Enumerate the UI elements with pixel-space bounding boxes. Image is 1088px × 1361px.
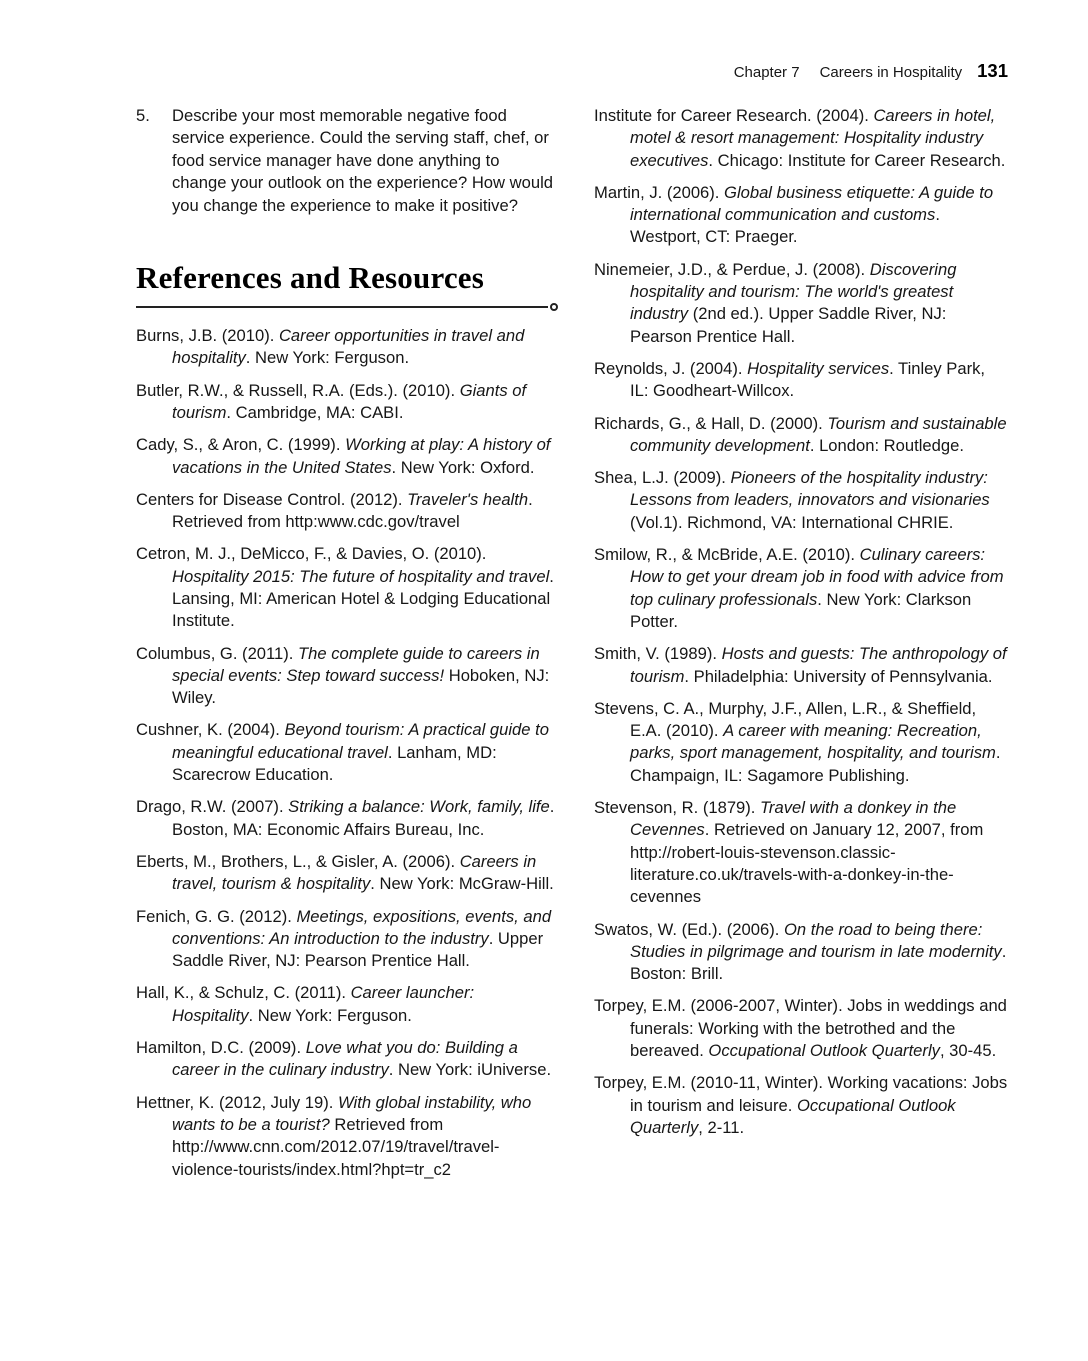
reference-text-segment: . New York: Clarkson Potter. xyxy=(630,589,972,631)
reference-text-segment: Drago, R.W. (2007). xyxy=(136,797,289,817)
reference-text-segment: On the road to being there: Studies in pilgrimage and tourism in late modernity xyxy=(630,919,1002,961)
reference-text-segment: Stevens, C. A., Murphy, J.F., Allen, L.R., & Sheffield, E.A. (2010). xyxy=(594,698,977,741)
reference-item xyxy=(594,1072,1008,1139)
reference-item xyxy=(136,543,558,632)
reference-item xyxy=(136,325,558,370)
reference-text-segment: Hospitality 2015: The future of hospitality and travel xyxy=(172,566,550,586)
section-heading: References and Resources xyxy=(136,260,485,296)
reference-text-segment: Hosts and guests: The anthropology of tourism xyxy=(630,644,1007,686)
reference-item xyxy=(594,259,1008,348)
reference-item xyxy=(594,643,1008,688)
reference-text-segment: Butler, R.W., & Russell, R.A. (Eds.). (2010). xyxy=(136,380,460,400)
reference-item xyxy=(136,1092,558,1181)
reference-text-segment: Tourism and sustainable community development xyxy=(630,413,1007,455)
reference-text-segment: . Philadelphia: University of Pennsylvania. xyxy=(684,666,993,686)
reference-text-segment: Smilow, R., & McBride, A.E. (2010). xyxy=(594,545,860,565)
reference-text-segment: Burns, J.B. (2010). xyxy=(136,326,279,346)
reference-text-segment: , 30-45. xyxy=(939,1040,997,1060)
reference-text-segment: . London: Routledge. xyxy=(809,435,964,455)
reference-text-segment: . Upper Saddle River, NJ: Pearson Prentice Hall. xyxy=(172,928,544,971)
reference-text-segment: Love what you do: Building a career in the culinary industry xyxy=(172,1038,518,1080)
reference-item xyxy=(594,995,1008,1062)
reference-text-segment: Working at play: A history of vacations in the United States xyxy=(172,435,551,477)
reference-text-segment: A career with meaning: Recreation, parks, sport management, hospitality, and tourism xyxy=(630,721,996,763)
reference-text-segment: Stevenson, R. (1879). xyxy=(594,798,761,818)
reference-text-segment: With global instability, who wants to be a tourist? xyxy=(172,1092,532,1134)
page-number: 131 xyxy=(977,60,1008,81)
reference-text-segment: Hall, K., & Schulz, C. (2011). xyxy=(136,983,351,1003)
reference-item xyxy=(594,698,1008,787)
reference-text-segment: Eberts, M., Brothers, L., & Gisler, A. (2006). xyxy=(136,851,460,871)
reference-text-segment: Career opportunities in travel and hospitality xyxy=(172,326,525,368)
reference-text-segment: Career launcher: Hospitality xyxy=(172,983,475,1025)
reference-text-segment: Retrieved from http://www.cnn.com/2012.07/19/travel/travel-violence-tourists/index.html?hpt=tr_c2 xyxy=(172,1114,500,1179)
reference-text-segment: Smith, V. (1989). xyxy=(594,644,722,664)
reference-item xyxy=(136,643,558,710)
reference-item xyxy=(594,544,1008,633)
reference-text-segment: Hoboken, NJ: Wiley. xyxy=(172,665,550,708)
reference-text-segment: Richards, G., & Hall, D. (2000). xyxy=(594,413,828,433)
reference-text-segment: . New York: Ferguson. xyxy=(248,1005,412,1025)
reference-item xyxy=(594,105,1008,172)
references-list-left xyxy=(136,325,558,1181)
content-columns xyxy=(136,105,1008,1191)
page-header xyxy=(734,60,1008,82)
reference-text-segment: Torpey, E.M. (2010-11, Winter). Working vacations: Jobs in tourism and leisure. xyxy=(594,1073,1008,1115)
reference-item xyxy=(594,467,1008,534)
reference-text-segment: Columbus, G. (2011). xyxy=(136,643,299,663)
reference-item xyxy=(136,380,558,425)
reference-text-segment: Hamilton, D.C. (2009). xyxy=(136,1038,306,1058)
chapter-label: Chapter 7 xyxy=(733,64,800,81)
reference-text-segment: . Lanham, MD: Scarecrow Education. xyxy=(172,742,497,785)
reference-text-segment: Cetron, M. J., DeMicco, F., & Davies, O. (2010). xyxy=(136,544,487,564)
reference-text-segment: Discovering hospitality and tourism: The world's greatest industry xyxy=(630,259,957,324)
rule-line xyxy=(136,306,548,308)
reference-text-segment: . Tinley Park, IL: Goodheart-Willcox. xyxy=(630,358,986,401)
references-list-right xyxy=(594,105,1008,1139)
reference-text-segment: Beyond tourism: A practical guide to meaningful educational travel xyxy=(172,720,549,762)
reference-text-segment: . Retrieved from http:www.cdc.gov/travel xyxy=(172,489,533,532)
reference-item xyxy=(136,851,558,896)
reference-text-segment: . Retrieved on January 12, 2007, from http://robert-louis-stevenson.classic-literature.co.uk/travels-with-a-donkey-in-the-cevennes xyxy=(630,820,984,907)
reference-text-segment: Shea, L.J. (2009). xyxy=(594,468,731,488)
reference-text-segment: Hospitality services xyxy=(747,358,890,378)
reference-text-segment: . New York: iUniverse. xyxy=(388,1060,552,1080)
reference-item xyxy=(136,906,558,973)
rule-end-circle-icon xyxy=(550,303,558,311)
reference-item xyxy=(594,358,1008,403)
reference-text-segment: (Vol.1). Richmond, VA: International CHRIE. xyxy=(630,512,954,532)
question-number: 5. xyxy=(136,106,150,125)
question-item xyxy=(136,105,558,217)
reference-text-segment: Reynolds, J. (2004). xyxy=(594,358,748,378)
reference-text-segment: . Chicago: Institute for Career Research. xyxy=(708,150,1006,170)
reference-item xyxy=(594,413,1008,458)
reference-text-segment: Meetings, expositions, events, and conventions: An introduction to the industry xyxy=(172,906,552,948)
chapter-title: Careers in Hospitality xyxy=(819,64,963,81)
reference-item xyxy=(136,434,558,479)
reference-item xyxy=(136,1037,558,1082)
reference-text-segment: Centers for Disease Control. (2012). xyxy=(136,489,408,509)
reference-text-segment: Striking a balance: Work, family, life xyxy=(288,797,550,817)
reference-text-segment: Fenich, G. G. (2012). xyxy=(136,906,297,926)
reference-text-segment: Martin, J. (2006). xyxy=(594,182,725,202)
reference-item xyxy=(136,489,558,534)
reference-text-segment: Swatos, W. (Ed.). (2006). xyxy=(594,919,784,939)
heading-rule xyxy=(136,303,558,311)
reference-text-segment: Cady, S., & Aron, C. (1999). xyxy=(136,435,346,455)
reference-item xyxy=(594,919,1008,986)
reference-item xyxy=(136,796,558,841)
reference-text-segment: (2nd ed.). Upper Saddle River, NJ: Pearson Prentice Hall. xyxy=(630,304,947,346)
reference-text-segment: . Westport, CT: Praeger. xyxy=(630,205,940,247)
reference-text-segment: Institute for Career Research. (2004). xyxy=(594,106,874,125)
reference-text-segment: The complete guide to careers in special events: Step toward success! xyxy=(172,643,540,685)
reference-item xyxy=(136,719,558,786)
left-column xyxy=(136,105,558,1191)
reference-text-segment: Traveler's health xyxy=(407,489,529,509)
reference-text-segment: Global business etiquette: A guide to international communication and customs xyxy=(630,182,994,225)
reference-text-segment: . New York: McGraw-Hill. xyxy=(370,874,554,894)
reference-text-segment: Torpey, E.M. (2006-2007, Winter). Jobs in weddings and funerals: Working with the betrothed and the bereaved. xyxy=(594,996,1007,1060)
reference-text-segment: Ninemeier, J.D., & Perdue, J. (2008). xyxy=(594,259,870,279)
reference-text-segment: Careers in travel, tourism & hospitality xyxy=(172,851,537,894)
reference-text-segment: Occupational Outlook Quarterly xyxy=(630,1095,956,1137)
reference-text-segment: . Boston: Brill. xyxy=(630,941,1007,984)
reference-text-segment: Travel with a donkey in the Cevennes xyxy=(630,798,957,840)
reference-text-segment: Hettner, K. (2012, July 19). xyxy=(136,1092,338,1112)
reference-text-segment: . Boston, MA: Economic Affairs Bureau, Inc. xyxy=(172,797,555,839)
reference-text-segment: . New York: Ferguson. xyxy=(245,348,410,368)
reference-item xyxy=(136,982,558,1027)
reference-item xyxy=(594,182,1008,249)
reference-text-segment: Pioneers of the hospitality industry: Lessons from leaders, innovators and visionaries xyxy=(630,468,990,510)
reference-text-segment: Culinary careers: How to get your dream job in food with advice from top culinary professionals xyxy=(630,545,1004,609)
reference-item xyxy=(594,797,1008,908)
reference-text-segment: Careers in hotel, motel & resort management: Hospitality industry executives xyxy=(630,106,996,170)
reference-text-segment: . Champaign, IL: Sagamore Publishing. xyxy=(630,743,1001,785)
reference-text-segment: . New York: Oxford. xyxy=(391,457,535,477)
right-column xyxy=(594,105,1008,1149)
reference-text-segment: Cushner, K. (2004). xyxy=(136,720,285,740)
reference-text-segment: , 2-11. xyxy=(698,1117,745,1137)
reference-text-segment: . Cambridge, MA: CABI. xyxy=(226,402,404,422)
reference-text-segment: Giants of tourism xyxy=(172,380,527,422)
reference-text-segment: . Lansing, MI: American Hotel & Lodging Educational Institute. xyxy=(172,566,554,631)
question-text: Describe your most memorable negative food service experience. Could the serving staff, chef, or food service manager have done anything to change your outlook on the experience? How would you change the experience to make it positive? xyxy=(172,106,553,215)
reference-text-segment: Occupational Outlook Quarterly xyxy=(708,1040,940,1060)
